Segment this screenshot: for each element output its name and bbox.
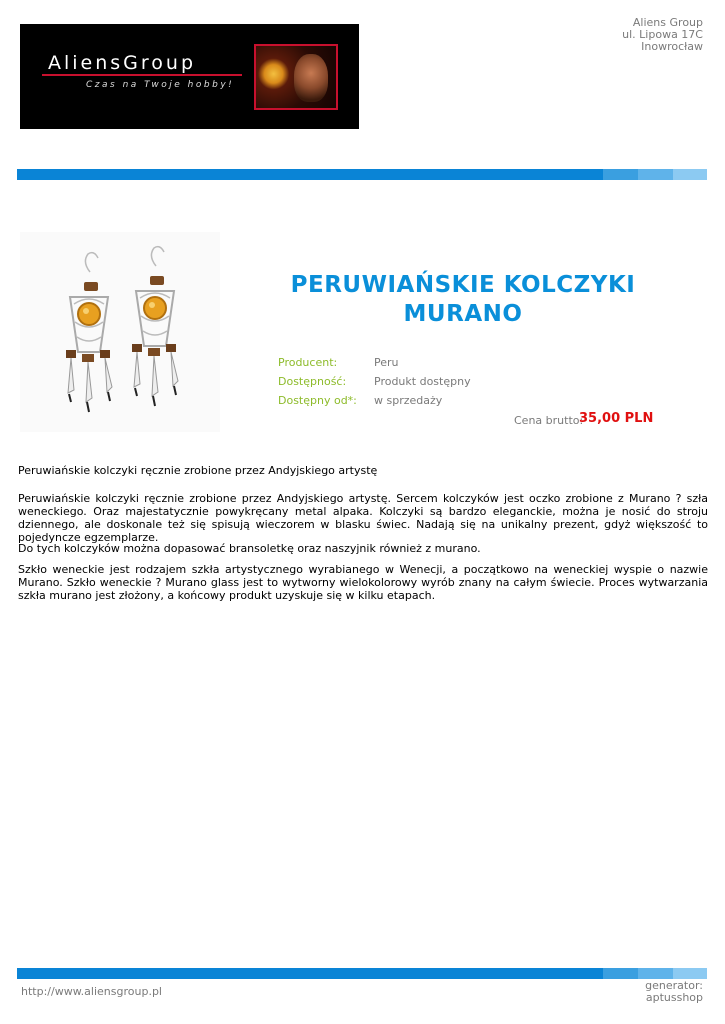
spec-value-availability: Produkt dostępny — [374, 375, 471, 388]
price-label: Cena brutto: — [514, 414, 584, 427]
generator-name: aptusshop — [645, 991, 703, 1004]
description-paragraph-2: Do tych kolczyków można dopasować bransoletkę oraz naszyjnik również z murano. — [18, 542, 481, 555]
product-title: PERUWIAŃSKIE KOLCZYKI MURANO — [290, 272, 636, 327]
spec-value-available-from: w sprzedaży — [374, 394, 443, 407]
spec-value-producer: Peru — [374, 356, 399, 369]
company-city: Inowrocław — [641, 40, 703, 53]
store-logo[interactable] — [20, 24, 359, 129]
logo-photo — [254, 44, 338, 110]
logo-tagline: Czas na Twoje hobby! — [86, 80, 235, 90]
description-paragraph-3: Szkło weneckie jest rodzajem szkła artystycznego wyrabianego w Wenecji, a początkowo na weneckiej wyspie o nazwie Murano. Szkło weneckie ? Murano glass jest to wytworny wielokolorowy wyrób znany na całym świecie. Proces wytwarzania szkła murano jest złożony, a końcowy produkt uzyskuje się w kilku etapach. — [18, 563, 708, 602]
footer-website-link[interactable]: http://www.aliensgroup.pl — [21, 985, 162, 998]
logo-name: AliensGroup — [48, 52, 197, 74]
footer-divider-bar — [17, 968, 707, 979]
description-paragraph-1: Peruwiańskie kolczyki ręcznie zrobione przez Andyjskiego artystę. Sercem kolczyków jest oczko zrobione z Murano ? szła weneckiego. Oraz majestatycznie powykręcany metal alpaka. Kolczyki są bardzo eleganckie, można je nosić do stroju dziennego, ale doskonale też się spisują wieczorem w blasku świec. Nadają się na unikalny prezent, gdyż większość to pojedyncze egzemplarze. — [18, 492, 708, 544]
spec-label-available-from: Dostępny od*: — [278, 394, 357, 407]
spec-label-producer: Producent: — [278, 356, 338, 369]
company-name: Aliens Group — [632, 16, 703, 29]
generator-label: generator: — [645, 979, 703, 992]
price-value: 35,00 PLN — [579, 411, 654, 426]
spec-label-availability: Dostępność: — [278, 375, 347, 388]
company-address — [622, 17, 703, 53]
product-image — [20, 232, 220, 432]
header-divider-bar — [17, 169, 707, 180]
logo-underline — [42, 74, 242, 76]
earrings-image — [20, 232, 220, 432]
logo-face-image — [294, 54, 328, 102]
company-street: ul. Lipowa 17C — [622, 28, 703, 41]
footer-generator — [645, 980, 703, 1004]
short-description: Peruwiańskie kolczyki ręcznie zrobione przez Andyjskiego artystę — [18, 464, 378, 477]
